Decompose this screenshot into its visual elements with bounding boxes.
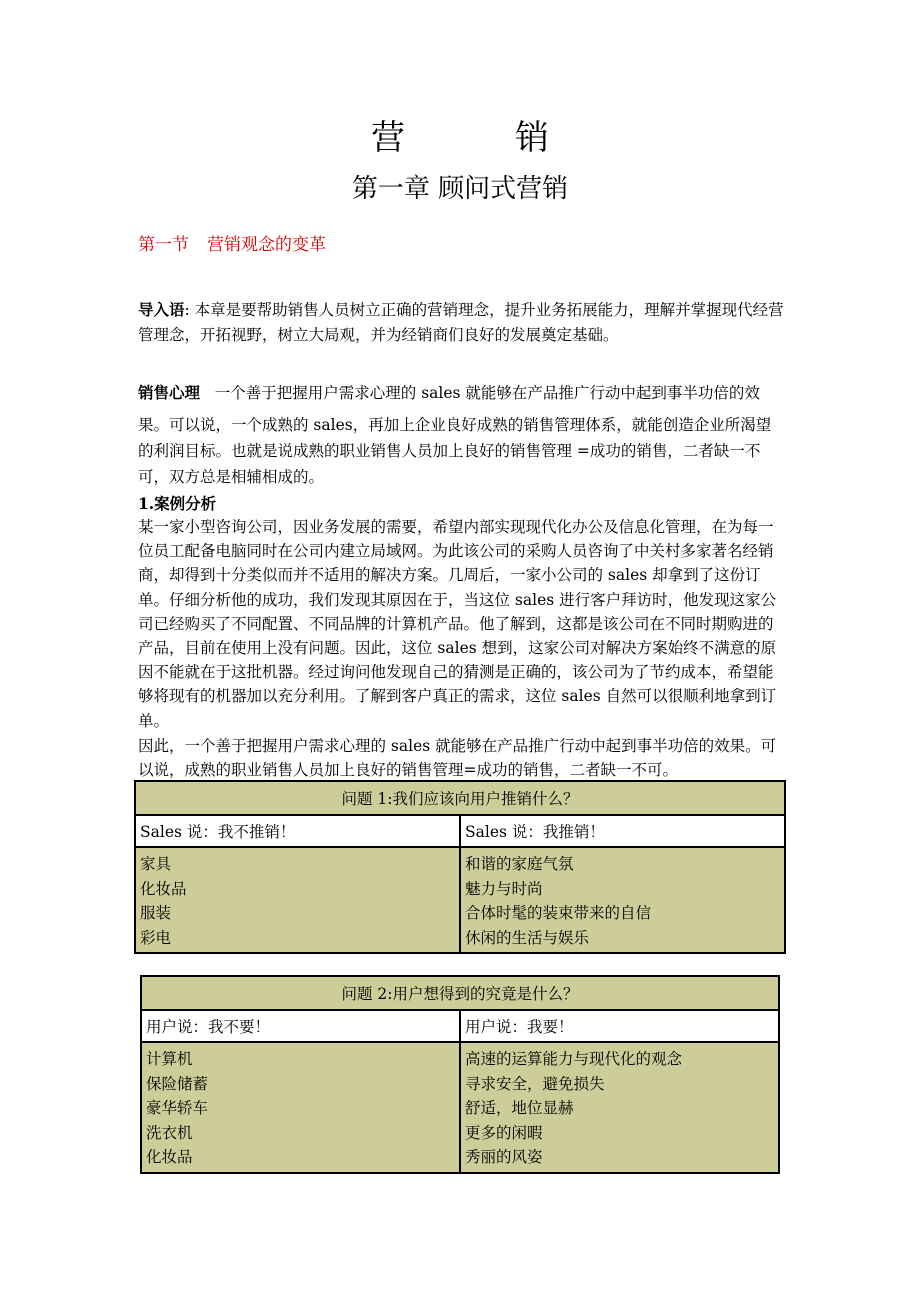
table1-left-item: 化妆品 xyxy=(140,879,187,898)
table2-left-list xyxy=(141,1042,460,1173)
table2-right-item: 高速的运算能力与现代化的观念 xyxy=(465,1050,683,1068)
section-number: 第一节 xyxy=(138,235,189,255)
table2-left-item: 计算机 xyxy=(146,1050,193,1068)
psychology-first-line xyxy=(138,380,784,406)
table2-right-item: 舒适，地位显赫 xyxy=(465,1099,574,1117)
table2-right-item: 秀丽的风姿 xyxy=(465,1148,543,1166)
table2-left-item: 豪华轿车 xyxy=(146,1099,209,1117)
table1-header: 问题 1:我们应该向用户推销什么？ xyxy=(135,781,785,815)
table1-left-list xyxy=(135,847,460,953)
table2-header: 问题 2:用户想得到的究竟是什么？ xyxy=(141,976,779,1010)
case-heading: 1.案例分析 xyxy=(138,494,217,513)
table1-right-list xyxy=(460,847,785,953)
table2-left-item: 化妆品 xyxy=(146,1148,193,1166)
table1-right-item: 和谐的家庭气氛 xyxy=(465,855,574,873)
table2-left-item: 洗衣机 xyxy=(146,1123,193,1142)
table1-right-head: Sales 说：我推销！ xyxy=(460,815,785,847)
table1-left-item: 家具 xyxy=(140,855,172,873)
conclusion-paragraph: 因此，一个善于把握用户需求心理的 sales 就能够在产品推广行动中起到事半功倍的效果。可以说，成熟的职业销售人员加上良好的销售管理=成功的销售，二者缺一不可。 xyxy=(138,737,777,780)
lead-text: : 本章是要帮助销售人员树立正确的营销理念，提升业务拓展能力，理解并掌握现代经营管理念，开拓视野，树立大局观，并为经销商们良好的发展奠定基础。 xyxy=(138,301,784,344)
psychology-rest: 果。可以说，一个成熟的 sales，再加上企业良好成熟的销售管理体系，就能创造企业所渴望的利润目标。也就是说成熟的职业销售人员加上良好的销售管理 =成功的销售，二者缺一不可，双方总是相辅相成的。 xyxy=(138,416,772,486)
table1-right-item: 合体时髦的装束带来的自信 xyxy=(465,904,652,922)
case-paragraph: 某一家小型咨询公司，因业务发展的需要，希望内部实现现代化办公及信息化管理，在为每一位员工配备电脑同时在公司内建立局域网。为此该公司的采购人员咨询了中关村多家著名经销商，却得到十分类似而并不适用的解决方案。几周后，一家小公司的 sales 却拿到了这份订单。仔细分析他的成功，我们发现其原因在于，当这位 sales 进行客户拜访时，他发现这家公司已经购买了不同配置、不同品牌的计算机产品。他了解到，这都是该公司在不同时期购进的产品，目前在使用上没有问题。因此，这位 sales 想到，这家公司对解决方案始终不满意的原因不能就在于这批机器。经过询问他发现自己的猜测是正确的，该公司为了节约成本，希望能够将现有的机器加以充分利用。了解到客户真正的需求，这位 sales 自然可以很顺利地拿到订单。 xyxy=(138,518,777,730)
section-name: 营销观念的变革 xyxy=(207,235,326,255)
table2-left-item: 保险储蓄 xyxy=(146,1074,209,1093)
psychology-paragraph xyxy=(138,380,784,490)
table1-left-head: Sales 说：我不推销！ xyxy=(135,815,460,847)
table2-right-head: 用户说：我要！ xyxy=(460,1010,779,1042)
table2-right-item: 寻求安全，避免损失 xyxy=(465,1074,605,1093)
question-table-1 xyxy=(134,780,786,954)
table1-right-item: 休闲的生活与娱乐 xyxy=(465,928,590,947)
section-heading xyxy=(138,230,326,255)
table1-right-item: 魅力与时尚 xyxy=(465,879,543,898)
table2-right-item: 更多的闲暇 xyxy=(465,1123,543,1142)
title-char-left: 营 xyxy=(371,118,405,158)
table1-left-item: 服装 xyxy=(140,904,172,922)
question-table-2 xyxy=(140,975,780,1174)
page-title xyxy=(0,110,920,159)
psychology-line1: 一个善于把握用户需求心理的 sales 就能够在产品推广行动中起到事半功倍的效 xyxy=(214,384,760,402)
table1-left-item: 彩电 xyxy=(140,928,172,947)
lead-paragraph xyxy=(138,298,784,347)
table2-left-head: 用户说：我不要！ xyxy=(141,1010,460,1042)
psychology-label: 销售心理 xyxy=(138,383,201,402)
chapter-title: 第一章 顾问式营销 xyxy=(351,174,569,204)
title-char-right: 销 xyxy=(515,118,549,158)
lead-label: 导入语 xyxy=(138,300,185,319)
table2-right-list xyxy=(460,1042,779,1173)
